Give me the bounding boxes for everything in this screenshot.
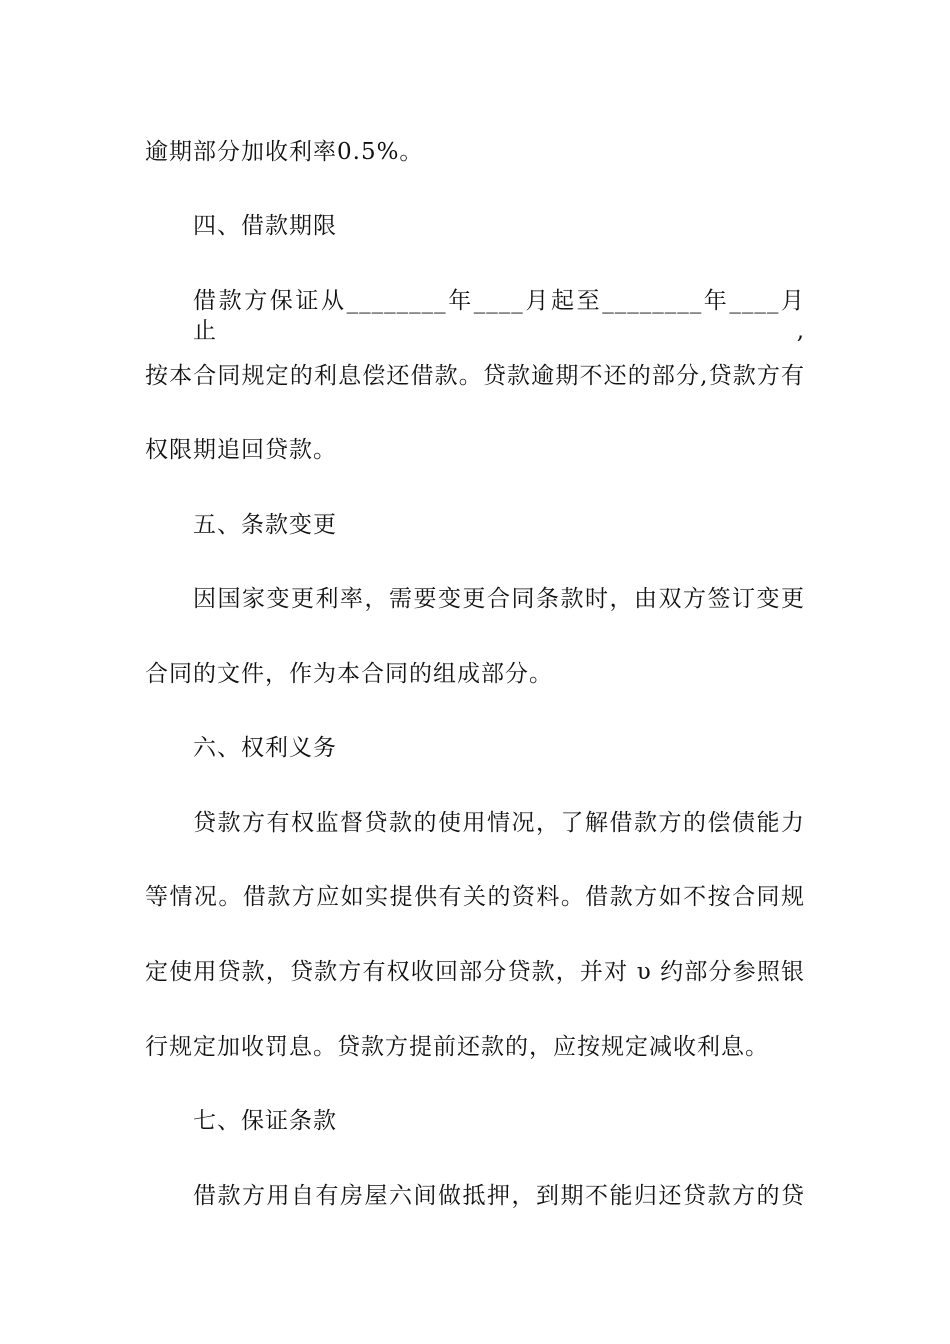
section-heading-loan-term: 四、借款期限 xyxy=(193,213,337,239)
paragraph-line-rights-3: 定使用贷款，贷款方有权收回部分贷款，并对 υ 约部分参照银 xyxy=(145,959,805,985)
paragraph-line-rights-4: 行规定加收罚息。贷款方提前还款的，应按规定减收利息。 xyxy=(145,1034,769,1060)
paragraph-line-rights-2: 等情况。借款方应如实提供有关的资料。借款方如不按合同规 xyxy=(145,884,805,910)
paragraph-line-loan-term-3: 权限期追回贷款。 xyxy=(145,437,337,463)
paragraph-line-guarantee-1: 借款方用自有房屋六间做抵押，到期不能归还贷款方的贷 xyxy=(193,1183,805,1209)
paragraph-line-clause-change-1: 因国家变更利率，需要变更合同条款时，由双方签订变更 xyxy=(193,586,805,612)
section-heading-rights-obligations: 六、权利义务 xyxy=(193,735,337,761)
paragraph-line-clause-change-2: 合同的文件，作为本合同的组成部分。 xyxy=(145,661,553,687)
paragraph-line-loan-term-1: 借款方保证从________年____月起至________年____月止, xyxy=(193,288,805,344)
paragraph-line-rights-1: 贷款方有权监督贷款的使用情况，了解借款方的偿债能力 xyxy=(193,810,805,836)
paragraph-line-overdue-interest: 逾期部分加收利率0.5%。 xyxy=(145,139,424,165)
paragraph-line-loan-term-2: 按本合同规定的利息偿还借款。贷款逾期不还的部分,贷款方有 xyxy=(145,363,805,389)
section-heading-clause-change: 五、条款变更 xyxy=(193,512,337,538)
section-heading-guarantee: 七、保证条款 xyxy=(193,1108,337,1134)
